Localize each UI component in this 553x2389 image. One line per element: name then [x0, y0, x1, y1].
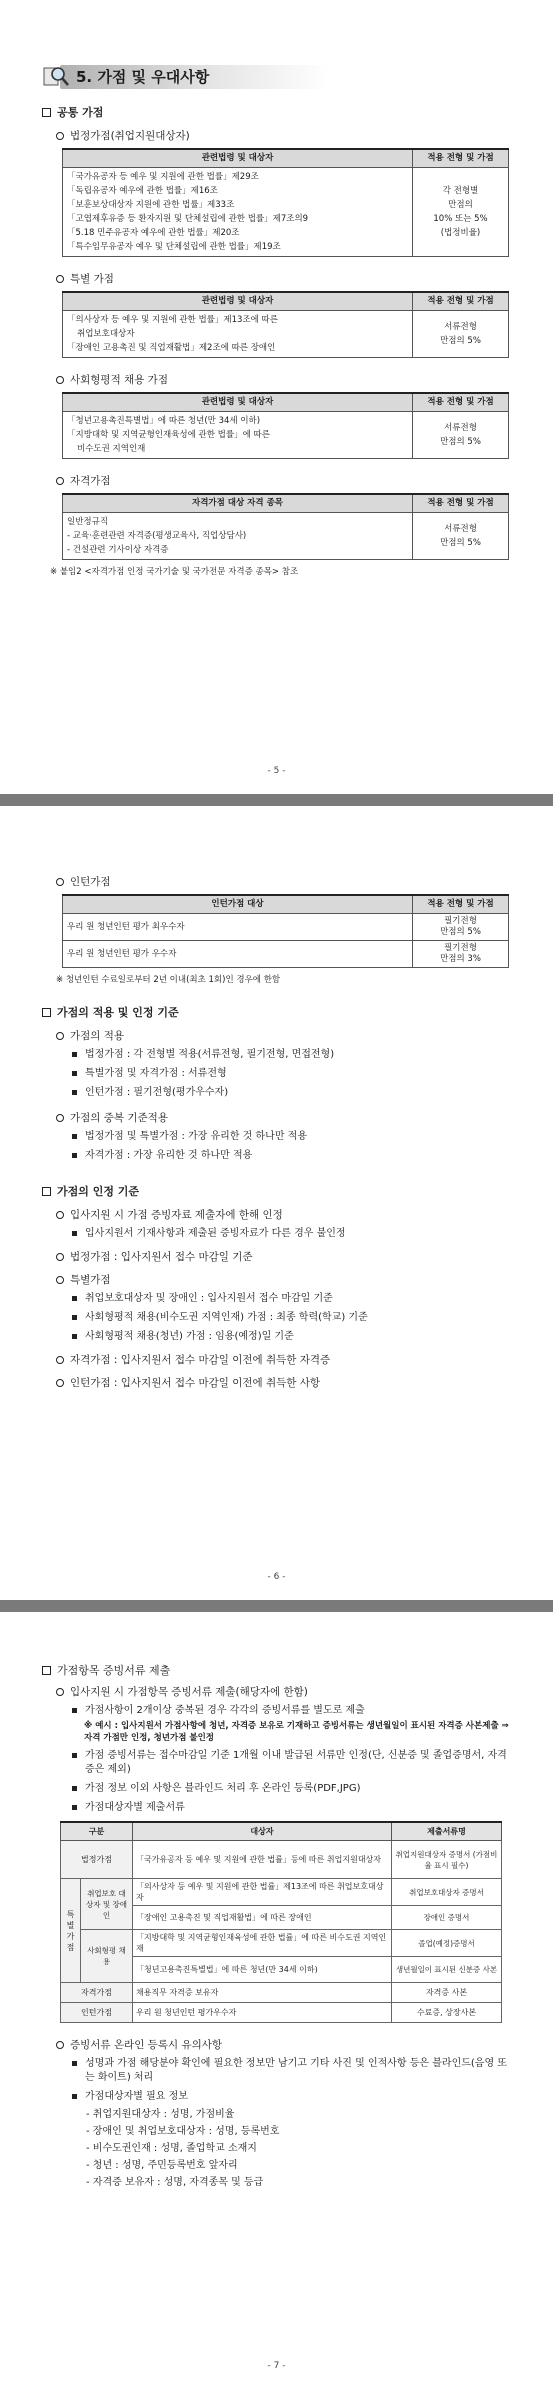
info-line: - 비수도권인재 : 성명, 졸업학교 소재지: [86, 2143, 257, 2154]
bullet-icon: [72, 2094, 77, 2099]
list-item: 「지방대학 및 지역균형인재육성에 관한 법률」에 따른: [67, 430, 270, 440]
target-cell: 「의사상자 등 예우 및 지원에 관한 법률」제13조에 따른 취업보호대상자: [133, 1879, 392, 1906]
table-header: 제출서류명: [392, 1822, 502, 1841]
circle-bullet-icon: [56, 1114, 64, 1122]
legal-bonus-table: [62, 148, 509, 257]
list-item: 사회형평적 채용(청년) 가점 : 임용(예정)일 기준: [72, 1330, 511, 1344]
cert-apply-cell: [413, 513, 509, 560]
apply-line: 만점의 3%: [440, 954, 481, 964]
apply-line: 각 전형별: [442, 186, 479, 196]
document-page-6: [0, 806, 553, 1600]
circle-bullet-icon: [56, 1032, 64, 1040]
target-cell: 「지방대학 및 지역균형인재육성에 관한 법률」에 따른 비수도권 지역인재: [133, 1930, 392, 1957]
circle-bullet-icon: [56, 132, 64, 140]
intern-bonus-table: [62, 894, 509, 968]
list-item: 비수도권 지역인재: [77, 444, 146, 454]
intern-apply-cell: [413, 941, 509, 968]
list-item: 사회형평적 채용(비수도권 지역인재) 가점 : 최종 학력(학교) 기준: [72, 1311, 511, 1325]
apply-line: (법정비율): [440, 228, 481, 238]
table-header: 적용 전형 및 가점: [413, 494, 509, 513]
list-item: 「독립유공자 예우에 관한 법률」제16조: [67, 186, 218, 196]
list-item: 「장애인 고용촉진 및 직업재활법」제2조에 따른 장애인: [67, 343, 276, 353]
table-header: 자격가점 대상 자격 종목: [63, 494, 413, 513]
target-cell: 우리 원 청년인턴 평가우수자: [133, 2003, 392, 2023]
docs-cell: 졸업(예정)증명서: [392, 1930, 502, 1957]
social-law-list: [63, 412, 413, 459]
table-header: 적용 전형 및 가점: [413, 149, 509, 168]
list-item: 가점 증빙서류는 접수마감일 기준 1개월 이내 발급된 서류만 인정(단, 신분증 및 졸업증명서, 자격증은 제외): [72, 1749, 511, 1777]
circle-bullet-icon: [56, 275, 64, 283]
intern-note: ※ 청년인턴 수료일로부터 2년 이내(최초 1회)인 경우에 한함: [56, 975, 281, 985]
list-item: 가점대상자별 제출서류: [72, 1801, 511, 1815]
target-cell: 「장애인 고용촉진 및 직업재활법」에 따른 장애인: [133, 1906, 392, 1930]
info-line: - 자격증 보유자 : 성명, 자격종목 및 등급: [86, 2177, 264, 2188]
recognition-sub-heading: 특별가점: [56, 1272, 511, 1287]
list-item: 자격가점 : 가장 유리한 것 하나만 적용: [72, 1149, 511, 1163]
row-label: 취업보호 대상자 및 장애인: [81, 1879, 133, 1930]
table-row: [63, 941, 509, 968]
bullet-icon: [72, 1805, 77, 1810]
apply-line: 필기전형: [444, 943, 477, 953]
legal-apply-cell: [413, 168, 509, 257]
bullet-icon: [72, 1708, 77, 1713]
evidence-sub-heading: 입사지원 시 가점항목 증빙서류 제출(해당자에 한함): [56, 1684, 511, 1699]
bullet-icon: [72, 1134, 77, 1139]
list-item: 취업보호대상자 및 장애인 : 입사지원서 접수 마감일 기준: [72, 1292, 511, 1306]
recognition-sub-heading: 법정가점 : 입사지원서 접수 마감일 기준: [56, 1249, 511, 1264]
table-row: [61, 1841, 502, 1879]
list-item: 「특수임무유공자 예우 및 단체설립에 관한 법률」제19조: [67, 242, 281, 252]
table-header: 적용 전형 및 가점: [413, 895, 509, 914]
list-item: 취업보호대상자: [77, 329, 135, 339]
overlap-sub-heading: 가점의 중복 기준적용: [56, 1110, 511, 1125]
list-item: 일반정규직: [67, 517, 109, 527]
cert-list: [63, 513, 413, 560]
table-row: [63, 914, 509, 941]
page-number: - 5 -: [267, 766, 286, 776]
list-item: 「청년고용촉진특별법」에 따른 청년(만 34세 이하): [67, 416, 261, 426]
apply-sub-heading: 가점의 적용: [56, 1028, 511, 1043]
bullet-icon: [72, 1334, 77, 1339]
circle-bullet-icon: [56, 2041, 64, 2049]
page-number: - 7 -: [267, 2361, 286, 2371]
table-header: 관련법령 및 대상자: [63, 292, 413, 311]
bullet-icon: [72, 1786, 77, 1791]
apply-line: 필기전형: [444, 916, 477, 926]
section-title: 5. 가점 및 우대사항: [76, 67, 210, 86]
table-header: 적용 전형 및 가점: [413, 292, 509, 311]
table-header: 구분: [61, 1822, 133, 1841]
table-header: 인턴가점 대상: [63, 895, 413, 914]
target-cell: 「청년고용촉진특별법」에 따른 청년(만 34세 이하): [133, 1957, 392, 1983]
list-item: - 교육·훈련관련 자격증(평생교육사, 직업상담사): [67, 531, 247, 541]
circle-bullet-icon: [56, 1211, 64, 1219]
apply-line: 서류전형: [444, 423, 477, 433]
document-page-5: [0, 0, 553, 794]
list-item: 「보훈보상대상자 지원에 관한 법률」제33조: [67, 200, 235, 210]
cert-bonus-heading: 자격가점: [56, 473, 511, 488]
table-header: 관련법령 및 대상자: [63, 149, 413, 168]
circle-bullet-icon: [56, 477, 64, 485]
list-item: 성명과 가점 해당분야 확인에 필요한 정보만 남기고 기타 사진 및 인적사항 등은 블라인드(음영 또는 화이트) 처리: [72, 2057, 511, 2085]
special-bonus-table: [62, 291, 509, 358]
cert-footnote: ※ 붙임2 <자격가점 인정 국가기술 및 국가전문 자격증 종목> 참조: [50, 567, 299, 577]
list-item: 법정가점 : 각 전형별 적용(서류전형, 필기전형, 면접전형): [72, 1048, 511, 1062]
row-label: 법정가점: [61, 1841, 133, 1879]
intern-apply-cell: [413, 914, 509, 941]
circle-bullet-icon: [56, 1276, 64, 1284]
bullet-icon: [72, 1315, 77, 1320]
square-bullet-icon: [42, 1187, 51, 1196]
info-line: - 장애인 및 취업보호대상자 : 성명, 등록번호: [86, 2126, 280, 2137]
list-item: 「국가유공자 등 예우 및 지원에 관한 법률」제29조: [67, 172, 259, 182]
bullet-icon: [72, 1090, 77, 1095]
list-item: 「고엽제후유증 등 환자지원 및 단체설립에 관한 법률」제7조의9: [67, 214, 309, 224]
table-row: [61, 1930, 502, 1957]
bullet-icon: [72, 1071, 77, 1076]
common-bonus-heading: 공통 가점: [42, 104, 511, 120]
list-item: 가점 정보 이외 사항은 블라인드 처리 후 온라인 등록(PDF,JPG): [72, 1782, 511, 1796]
circle-bullet-icon: [56, 1379, 64, 1387]
apply-line: 만점의 5%: [440, 927, 481, 937]
list-item: 인턴가점 : 필기전형(평가우수자): [72, 1086, 511, 1100]
circle-bullet-icon: [56, 1356, 64, 1364]
row-label: 사회형평 채용: [81, 1930, 133, 1983]
docs-cell: 장애인 증명서: [392, 1906, 502, 1930]
legal-law-list: [63, 168, 413, 257]
apply-criteria-heading: 가점의 적용 및 인정 기준: [42, 1004, 511, 1020]
social-bonus-heading: 사회형평적 채용 가점: [56, 372, 511, 387]
list-item: - 건설관련 기사이상 자격증: [67, 545, 169, 555]
recognition-sub-heading: 자격가점 : 입사지원서 접수 마감일 이전에 취득한 자격증: [56, 1352, 511, 1367]
special-apply-cell: [413, 311, 509, 358]
docs-cell: 취업지원대상자 증명서 (가점비율 표시 필수): [392, 1841, 502, 1879]
table-header: 적용 전형 및 가점: [413, 393, 509, 412]
list-item: 법정가점 및 특별가점 : 가장 유리한 것 하나만 적용: [72, 1130, 511, 1144]
table-row: [61, 1983, 502, 2003]
bullet-icon: [72, 2061, 77, 2066]
target-cell: 채용직무 자격증 보유자: [133, 1983, 392, 2003]
section-header: [42, 62, 511, 90]
intern-bonus-heading: 인턴가점: [56, 874, 511, 889]
list-item: 「의사상자 등 예우 및 지원에 관한 법률」제13조에 따른: [67, 315, 278, 325]
circle-bullet-icon: [56, 878, 64, 886]
list-item: 가점대상자별 필요 정보: [72, 2090, 511, 2104]
docs-cell: 자격증 사본: [392, 1983, 502, 2003]
social-bonus-table: [62, 392, 509, 459]
table-header: 관련법령 및 대상자: [63, 393, 413, 412]
online-caution-heading: 증빙서류 온라인 등록시 유의사항: [56, 2037, 511, 2052]
apply-line: 서류전형: [444, 322, 477, 332]
row-label: 인턴가점: [61, 2003, 133, 2023]
docs-cell: 생년월일이 표시된 신분증 사본: [392, 1957, 502, 1983]
recognition-heading: 가점의 인정 기준: [42, 1183, 511, 1199]
recognition-sub-heading: 입사지원 시 가점 증빙자료 제출자에 한해 인정: [56, 1207, 511, 1222]
magnifier-icon: [42, 62, 70, 90]
square-bullet-icon: [42, 1666, 51, 1675]
bullet-icon: [72, 1052, 77, 1057]
special-bonus-heading: 특별 가점: [56, 271, 511, 286]
evidence-docs-table: [60, 1821, 502, 2023]
social-apply-cell: [413, 412, 509, 459]
intern-target: 우리 원 청년인턴 평가 최우수자: [63, 914, 413, 941]
circle-bullet-icon: [56, 1688, 64, 1696]
special-law-list: [63, 311, 413, 358]
square-bullet-icon: [42, 108, 51, 117]
info-line: - 청년 : 성명, 주민등록번호 앞자리: [86, 2160, 238, 2171]
bullet-icon: [72, 1753, 77, 1758]
docs-cell: 수료증, 상장사본: [392, 2003, 502, 2023]
docs-cell: 취업보호대상자 증명서: [392, 1879, 502, 1906]
bullet-icon: [72, 1231, 77, 1236]
list-item: 특별가점 및 자격가점 : 서류전형: [72, 1067, 511, 1081]
evidence-heading: 가점항목 증빙서류 제출: [42, 1662, 511, 1678]
row-label: 특별가점: [61, 1879, 81, 1983]
intern-target: 우리 원 청년인턴 평가 우수자: [63, 941, 413, 968]
document-page-7: [0, 1612, 553, 2389]
apply-line: 10% 또는 5%: [433, 214, 488, 224]
apply-line: 만점의 5%: [440, 336, 481, 346]
page-number: - 6 -: [267, 1572, 286, 1582]
circle-bullet-icon: [56, 1253, 64, 1261]
apply-line: 만점의 5%: [440, 538, 481, 548]
apply-line: 서류전형: [444, 524, 477, 534]
square-bullet-icon: [42, 1008, 51, 1017]
list-item: 가점사항이 2개이상 중복된 경우 각각의 증빙서류를 별도로 제출: [72, 1704, 511, 1718]
list-item: 입사지원서 기재사항과 제출된 증빙자료가 다른 경우 불인정: [72, 1227, 511, 1241]
row-label: 자격가점: [61, 1983, 133, 2003]
bullet-icon: [72, 1153, 77, 1158]
legal-bonus-heading: 법정가점(취업지원대상자): [56, 128, 511, 143]
circle-bullet-icon: [56, 376, 64, 384]
bullet-icon: [72, 1296, 77, 1301]
apply-line: 만점의: [448, 200, 473, 210]
cert-bonus-table: [62, 493, 509, 560]
list-item: 「5.18 민주유공자 예우에 관한 법률」제20조: [67, 228, 240, 238]
target-cell: 「국가유공자 등 예우 및 지원에 관한 법률」등에 따른 취업지원대상자: [133, 1841, 392, 1879]
example-warning: ※ 예시 : 입사지원서 가점사항에 청년, 자격증 보유로 기재하고 증빙서류는 생년월일이 표시된 자격증 사본제출 ⇒ 자격 가점만 인정, 청년가점 불인정: [84, 1721, 509, 1743]
table-header: 대상자: [133, 1822, 392, 1841]
table-row: [61, 2003, 502, 2023]
recognition-sub-heading: 인턴가점 : 입사지원서 접수 마감일 이전에 취득한 사항: [56, 1375, 511, 1390]
table-row: [61, 1879, 502, 1906]
info-line: - 취업지원대상자 : 성명, 가점비율: [86, 2109, 235, 2120]
apply-line: 만점의 5%: [440, 437, 481, 447]
